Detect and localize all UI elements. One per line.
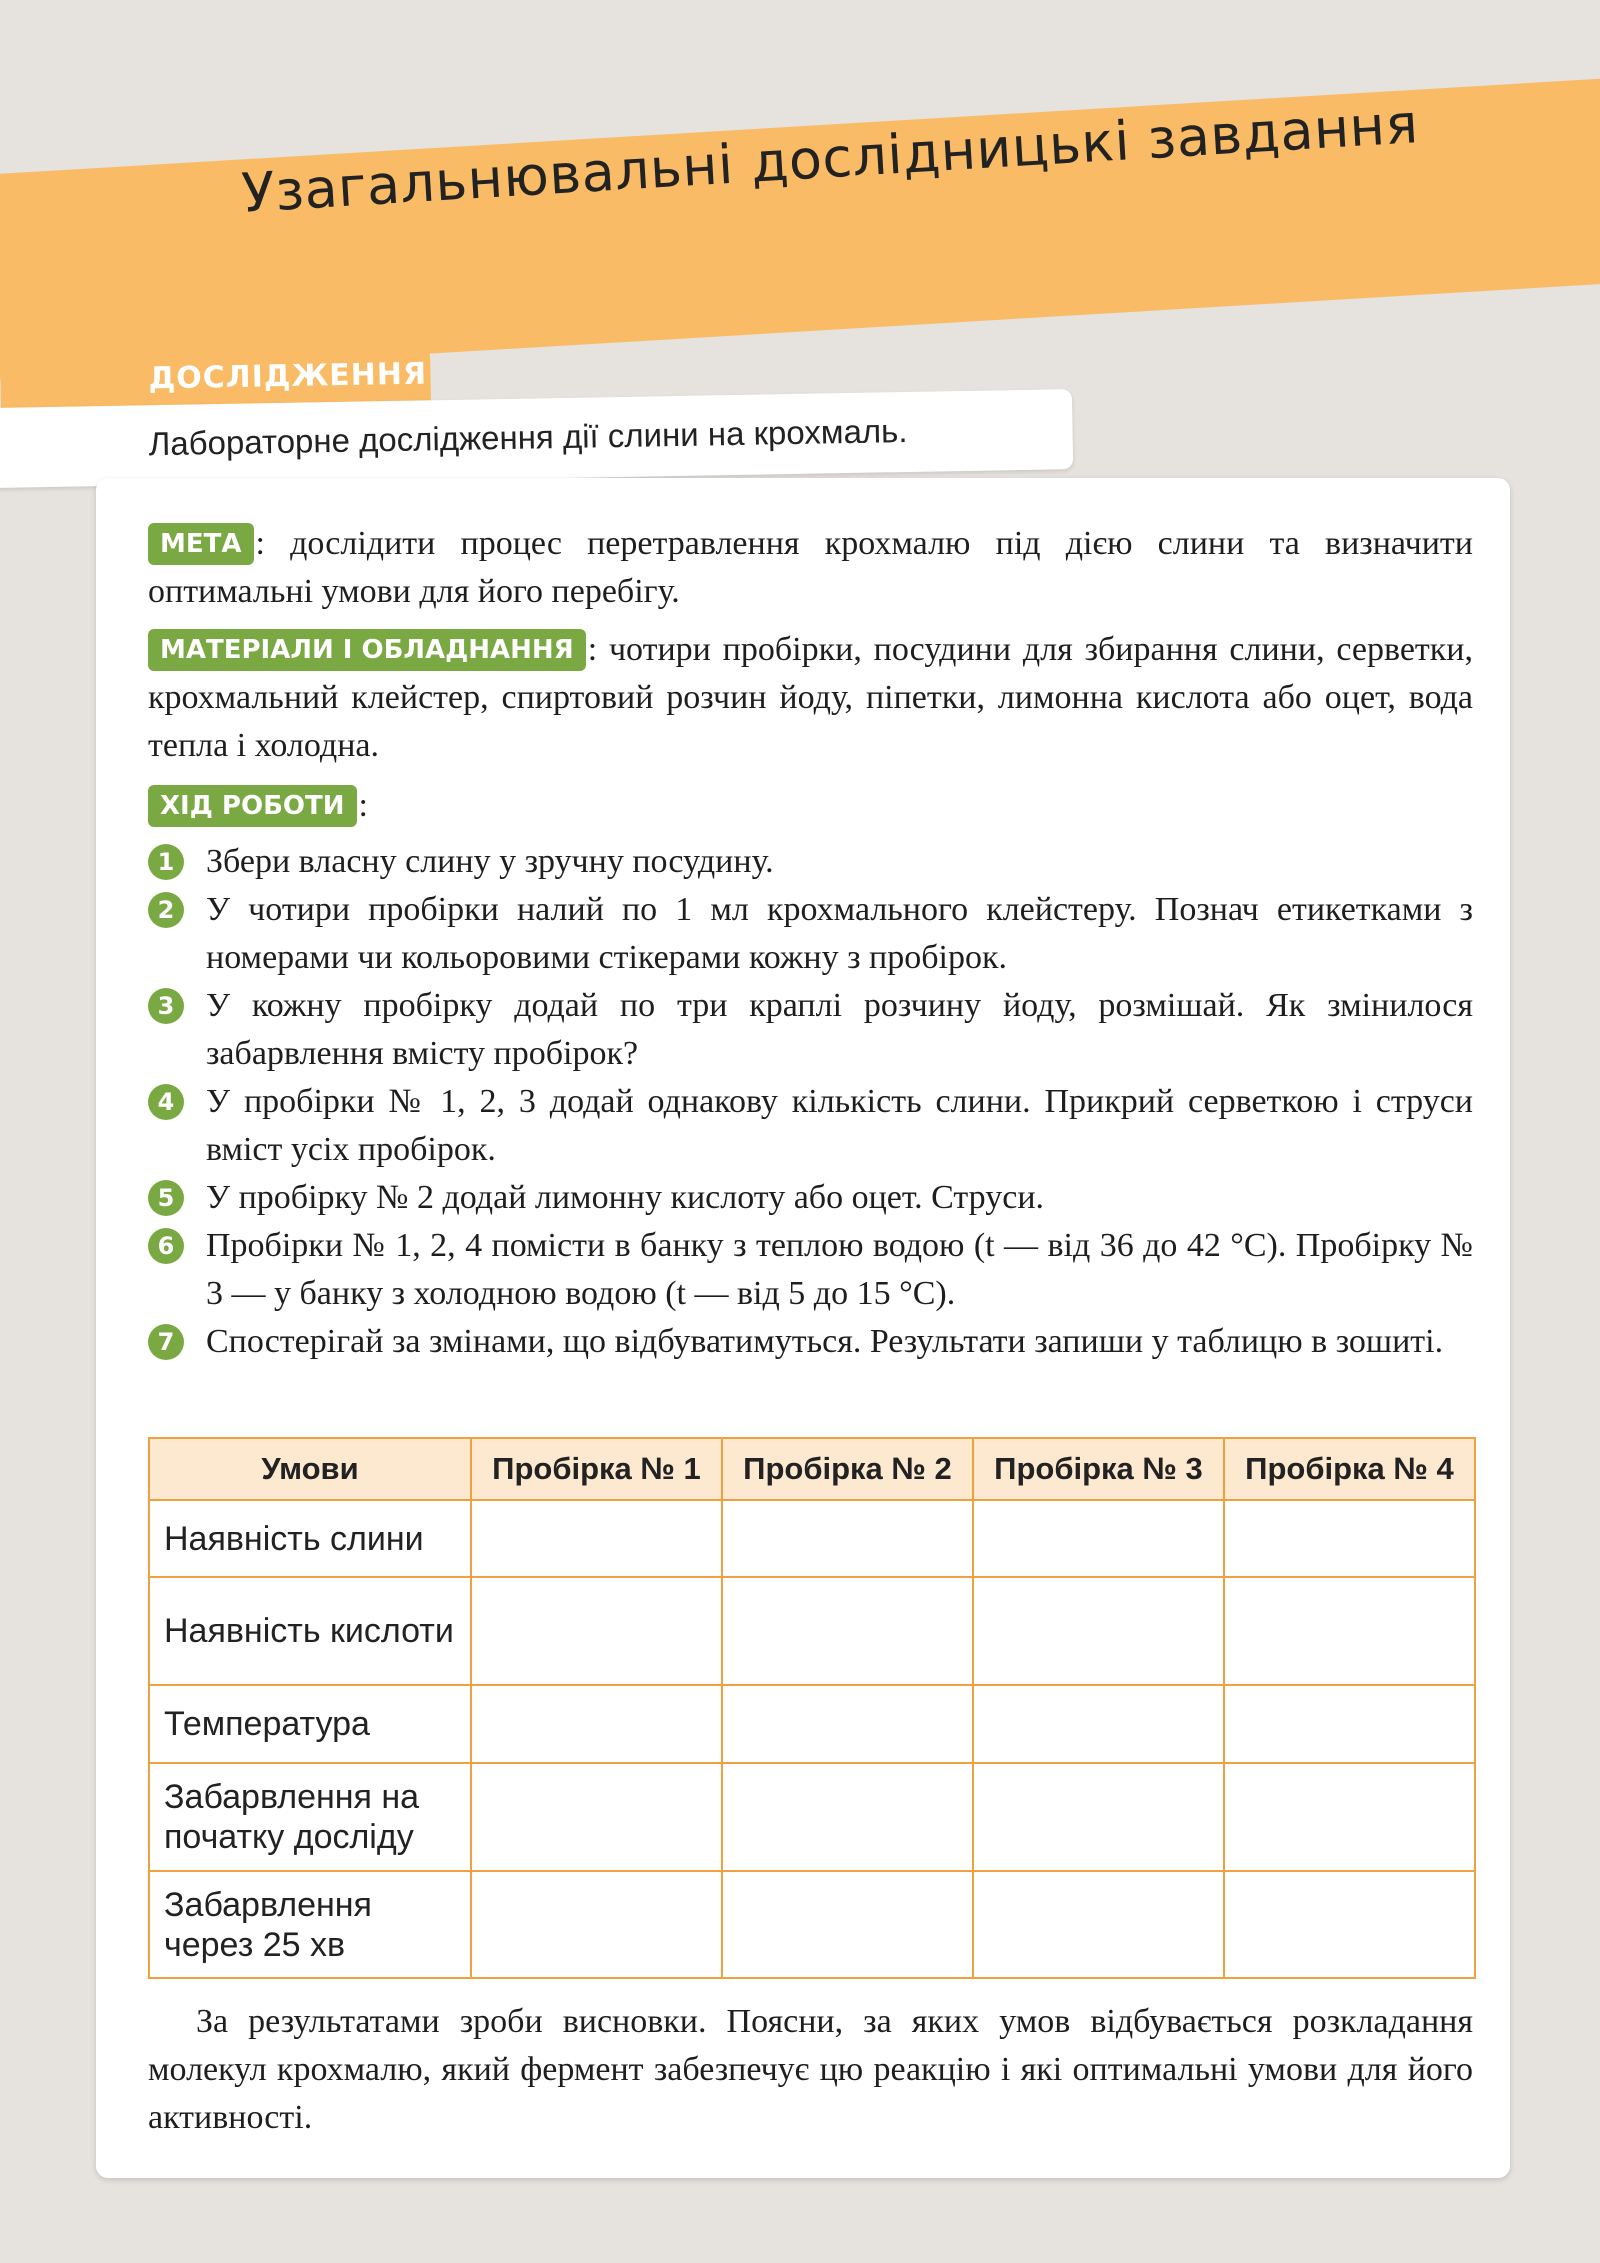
empty-cell bbox=[722, 1763, 973, 1871]
goal-paragraph bbox=[148, 520, 1473, 616]
step-1 bbox=[148, 838, 1473, 886]
empty-cell bbox=[722, 1577, 973, 1685]
conclusion-paragraph: За результатами зроби висновки. Поясни, за яких умов відбувається розкладання молекул крохмалю, який фермент забезпечує цю реакцію і які оптимальні умови для його активності. bbox=[148, 2003, 1473, 2136]
procedure-steps bbox=[148, 838, 1473, 1366]
column-header-tube-2: Пробірка № 2 bbox=[722, 1438, 973, 1500]
step-text: У пробірки № 1, 2, 3 додай однакову кількість слини. Прикрий серветкою і струси вміст усіх пробірок. bbox=[206, 1083, 1473, 1168]
step-number-badge: 3 bbox=[148, 988, 184, 1024]
research-subtitle: Лабораторне дослідження дії слини на крохмаль. bbox=[148, 411, 908, 463]
empty-cell bbox=[1224, 1871, 1475, 1978]
row-label: Наявність кислоти bbox=[149, 1577, 471, 1685]
step-number-badge: 4 bbox=[148, 1084, 184, 1120]
column-header-conditions: Умови bbox=[149, 1438, 471, 1500]
step-number-badge: 1 bbox=[148, 844, 184, 880]
empty-cell bbox=[1224, 1685, 1475, 1763]
results-table bbox=[148, 1437, 1476, 1979]
empty-cell bbox=[973, 1871, 1224, 1978]
step-4 bbox=[148, 1078, 1473, 1174]
goal-text: : дослідити процес перетравлення крохмалю під дією слини та визначити оптимальні умови для його перебігу. bbox=[148, 525, 1473, 610]
table-row bbox=[149, 1577, 1475, 1685]
step-text: У пробірку № 2 додай лимонну кислоту або оцет. Струси. bbox=[206, 1179, 1045, 1216]
empty-cell bbox=[1224, 1763, 1475, 1871]
empty-cell bbox=[1224, 1577, 1475, 1685]
empty-cell bbox=[973, 1500, 1224, 1577]
empty-cell bbox=[471, 1871, 722, 1978]
column-header-tube-1: Пробірка № 1 bbox=[471, 1438, 722, 1500]
empty-cell bbox=[722, 1871, 973, 1978]
empty-cell bbox=[471, 1763, 722, 1871]
row-label: Забарвлення на початку досліду bbox=[149, 1763, 471, 1871]
empty-cell bbox=[973, 1763, 1224, 1871]
step-text: Пробірки № 1, 2, 4 помісти в банку з теплою водою (t — від 36 до 42 °C). Пробірку № 3 — у банку з холодною водою (t — від 5 до 15 °C). bbox=[206, 1227, 1473, 1312]
step-text: У кожну пробірку додай по три краплі розчину йоду, розмішай. Як змінилося забарвлення вмісту пробірок? bbox=[206, 987, 1473, 1072]
procedure-heading bbox=[148, 782, 1473, 830]
research-tag-label: ДОСЛІДЖЕННЯ bbox=[148, 356, 428, 397]
step-text: Збери власну слину у зручну посудину. bbox=[206, 843, 774, 880]
table-header-row bbox=[149, 1438, 1475, 1500]
materials-paragraph bbox=[148, 626, 1473, 770]
step-6 bbox=[148, 1222, 1473, 1318]
step-7 bbox=[148, 1318, 1473, 1366]
empty-cell bbox=[973, 1685, 1224, 1763]
materials-text: : чотири пробірки, посудини для збирання слини, серветки, крохмальний клейстер, спиртовий розчин йоду, піпетки, лимонна кислота або оцет, вода тепла і холодна. bbox=[148, 631, 1473, 764]
row-label: Наявність слини bbox=[149, 1500, 471, 1577]
row-label: Температура bbox=[149, 1685, 471, 1763]
step-number-badge: 2 bbox=[148, 892, 184, 928]
table-row bbox=[149, 1871, 1475, 1978]
step-number-badge: 6 bbox=[148, 1228, 184, 1264]
column-header-tube-3: Пробірка № 3 bbox=[973, 1438, 1224, 1500]
empty-cell bbox=[471, 1685, 722, 1763]
goal-label: МЕТА bbox=[148, 523, 254, 565]
row-label: Забарвлення через 25 хв bbox=[149, 1871, 471, 1978]
step-text: У чотири пробірки налий по 1 мл крохмального клейстеру. Познач етикетками з номерами чи кольоровими стікерами кожну з пробірок. bbox=[206, 891, 1473, 976]
step-5 bbox=[148, 1174, 1473, 1222]
procedure-colon: : bbox=[358, 787, 368, 824]
table-row bbox=[149, 1763, 1475, 1871]
step-text: Спостерігай за змінами, що відбуватимуться. Результати запиши у таблицю в зошиті. bbox=[206, 1323, 1444, 1360]
table-row bbox=[149, 1685, 1475, 1763]
page-title: Узагальнювальні дослідницькі завдання bbox=[240, 92, 1421, 225]
step-number-badge: 5 bbox=[148, 1180, 184, 1216]
empty-cell bbox=[722, 1685, 973, 1763]
empty-cell bbox=[973, 1577, 1224, 1685]
column-header-tube-4: Пробірка № 4 bbox=[1224, 1438, 1475, 1500]
empty-cell bbox=[1224, 1500, 1475, 1577]
step-2 bbox=[148, 886, 1473, 982]
materials-label: МАТЕРІАЛИ І ОБЛАДНАННЯ bbox=[148, 629, 586, 671]
step-number-badge: 7 bbox=[148, 1324, 184, 1360]
empty-cell bbox=[471, 1500, 722, 1577]
procedure-label: ХІД РОБОТИ bbox=[148, 785, 357, 827]
empty-cell bbox=[722, 1500, 973, 1577]
step-3 bbox=[148, 982, 1473, 1078]
table-row bbox=[149, 1500, 1475, 1577]
empty-cell bbox=[471, 1577, 722, 1685]
